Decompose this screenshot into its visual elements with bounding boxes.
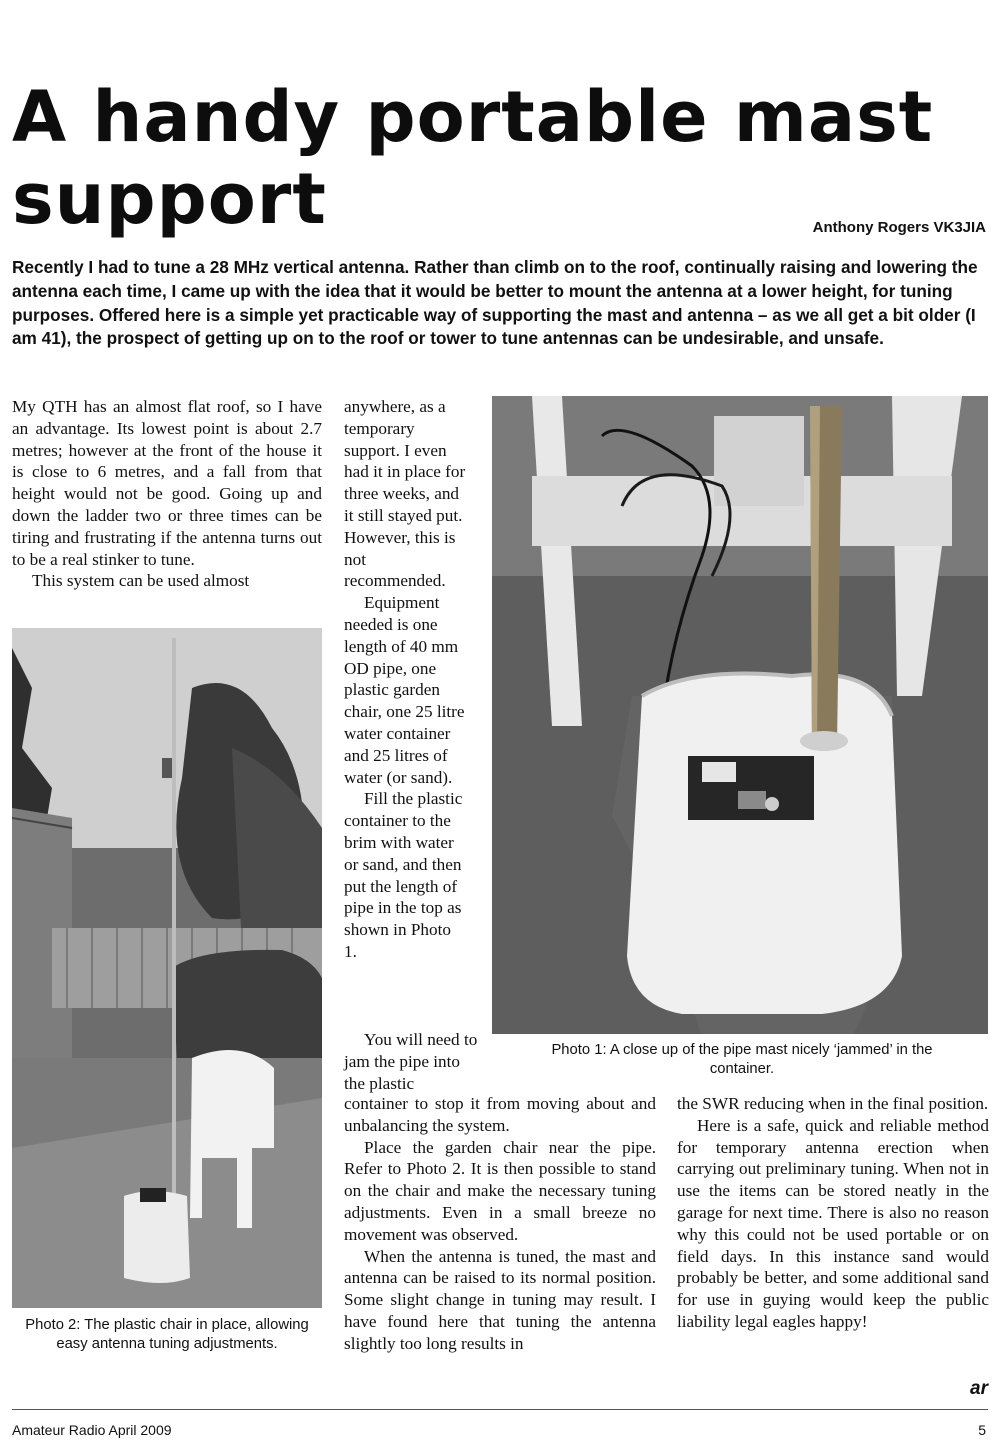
- photo-1-caption: Photo 1: A close up of the pipe mast nicely ‘jammed’ in the container.: [551, 1042, 933, 1077]
- photo-1: [492, 396, 988, 1034]
- paragraph: You will need to jam the pipe into the plastic: [344, 1030, 478, 1093]
- column-2-narrow-tail: [344, 1029, 478, 1094]
- photo-2-caption: Photo 2: The plastic chair in place, allowing easy antenna tuning adjustments.: [25, 1317, 309, 1352]
- photo-1-caption-block: [520, 1041, 964, 1079]
- article-intro: Recently I had to tune a 28 MHz vertical antenna. Rather than climb on to the roof, continually raising and lowering the antenna each time, I came up with the idea that it would be better to mount the antenna at a lower height, for tuning purposes. Offered here is a simple yet practicable way of supporting the mast and antenna – as we all get a bit older (I am 41), the prospect of getting up on to the roof or tower to tune antennas can be undesirable, and unsafe.: [12, 257, 978, 349]
- column-1: [12, 396, 322, 592]
- end-of-article-mark: ar: [970, 1378, 988, 1399]
- photo-2: [12, 628, 322, 1308]
- column-2-wide: [344, 1093, 656, 1355]
- footer-rule: [12, 1409, 988, 1410]
- paragraph: Fill the plastic container to the brim with water or sand, and then put the length of pipe in the top as shown in Photo 1.: [344, 789, 463, 961]
- paragraph: My QTH has an almost flat roof, so I have an advantage. Its lowest point is about 2.7 metres; however at the front of the house it is close to 6 metres, and a fall from that height would not be good. Going up and down the ladder two or three times can be tiring and frustrating if the antenna turns out to be a real stinker to tune.: [12, 397, 322, 569]
- paragraph: anywhere, as a temporary support. I even had it in place for three weeks, and it still stayed put. However, this is not recommended.: [344, 397, 466, 591]
- paragraph: the SWR reducing when in the final position.: [677, 1094, 989, 1113]
- author-byline: Anthony Rogers VK3JIA: [812, 219, 986, 236]
- column-2-narrow: [344, 396, 466, 963]
- paragraph: Equipment needed is one length of 40 mm OD pipe, one plastic garden chair, one 25 litre water container and 25 litres of water (or sand).: [344, 593, 465, 787]
- footer-publication: Amateur Radio April 2009: [12, 1422, 172, 1438]
- paragraph: Here is a safe, quick and reliable method for temporary antenna erection when carrying out preliminary tuning. When not in use the items can be stored neatly in the garage for next time. There is also no reason why this could not be used portable or on field days. In this instance sand would probably be better, and some additional sand for use in guying would keep the public liability legal eagles happy!: [677, 1115, 989, 1331]
- paragraph: Place the garden chair near the pipe. Refer to Photo 2. It is then possible to stand on the chair and make the necessary tuning adjustments. Even in a small breeze no movement was observed.: [344, 1137, 656, 1244]
- article-title: A handy portable mast support: [12, 76, 934, 240]
- paragraph: container to stop it from moving about and unbalancing the system.: [344, 1094, 656, 1135]
- photo-2-caption-block: [14, 1316, 320, 1354]
- paragraph: When the antenna is tuned, the mast and antenna can be raised to its normal position. Some slight change in tuning may result. I have found here that tuning the antenna slightly too long results in: [344, 1246, 656, 1353]
- page-number: 5: [978, 1422, 986, 1438]
- paragraph: This system can be used almost: [32, 571, 250, 591]
- column-3: [677, 1093, 989, 1333]
